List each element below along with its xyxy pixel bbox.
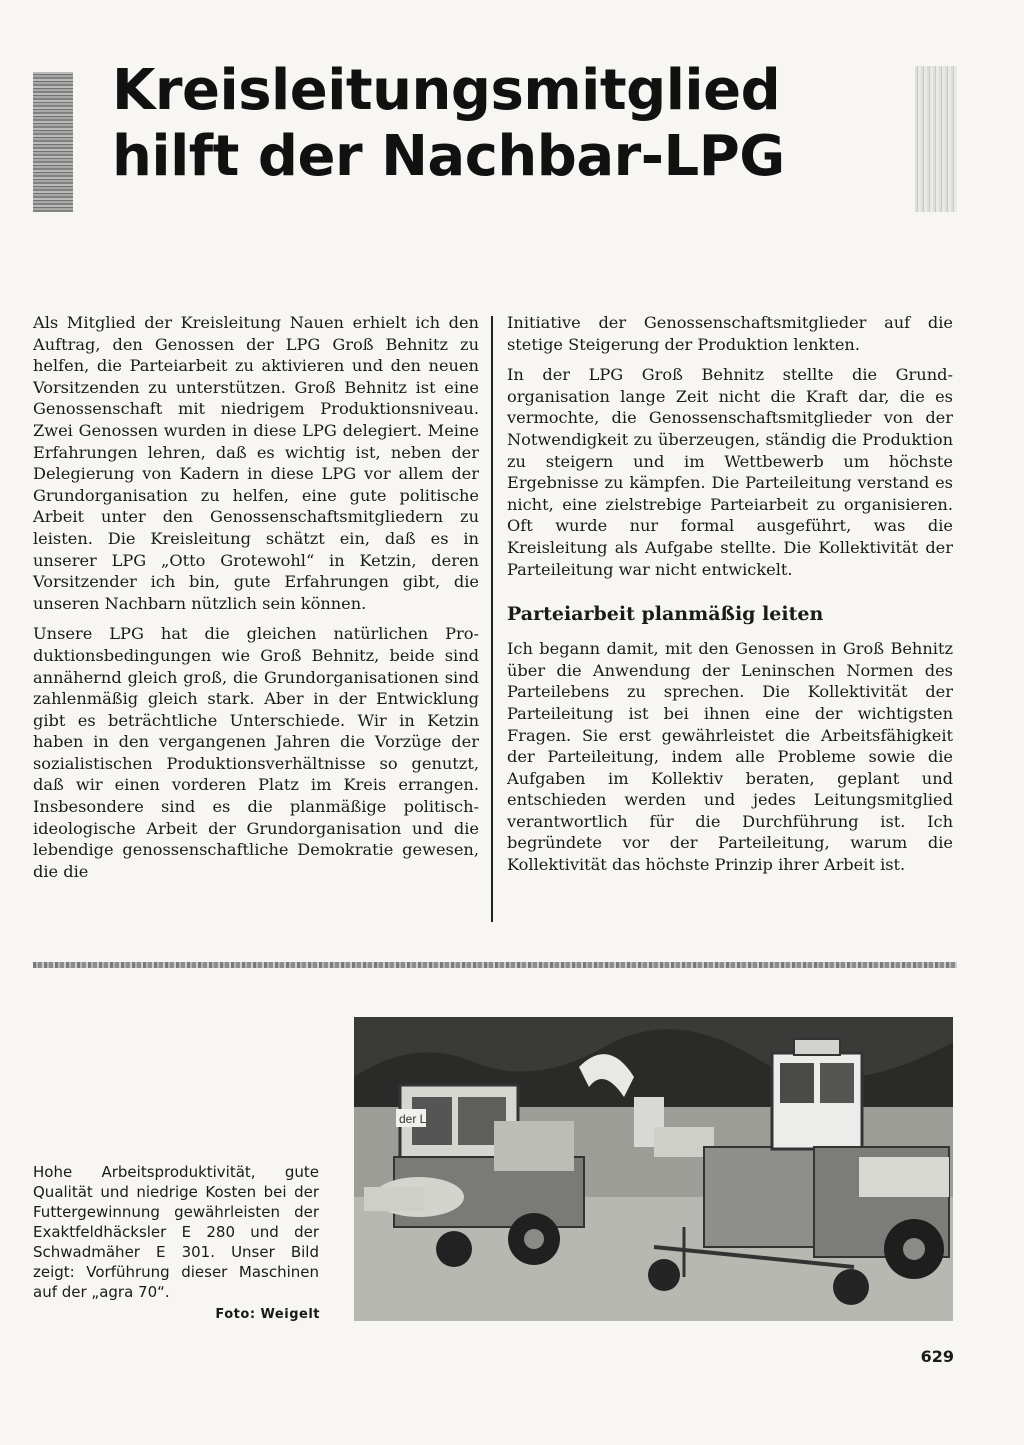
column-divider: [491, 316, 493, 922]
paragraph: Initiative der Genossenschaftsmitglieder auf die stetige Steigerung der Produktion lenkten.: [507, 313, 953, 354]
photo-credit: Foto: Weigelt: [215, 1307, 320, 1322]
photo-harvest-machines: [354, 1017, 953, 1321]
decorative-halftone-bar-left: [33, 72, 73, 212]
article-column-right: [507, 312, 953, 885]
paragraph: Ich begann damit, mit den Genossen in Groß Behnitz über die Anwendung der Leninschen Normen des Parteilebens zu sprechen. Die Kollektivität der Parteileitung ist bei ihnen eine der wichtigsten Fragen. Sie erst gewährleistet die Arbeitsfähigkeit der Parteileitung, indem alle Probleme sowie die Aufgaben im Kollektiv beraten, geplant und entschieden werden und jedes Leitungsmitglied verantwortlich für die Durchführung ist. Ich begründete vor der Parteileitung, warum die Kollektivität das höchste Prinzip ihrer Arbeit ist.: [507, 639, 953, 875]
paragraph: In der LPG Groß Behnitz stellte die Grundorganisation lange Zeit nicht die Kraft dar, die es vermochte, die Genossenschaftsmitglieder von der Notwendigkeit zu überzeugen, ständig die Produktion zu steigern und im Wettbewerb um höchste Ergebnisse zu kämpfen. Die Parteileitung verstand es nicht, eine zielstrebige Parteiarbeit zu organisieren. Oft wurde nur formal ausgeführt, was die Kreisleitung als Aufgabe stellte. Die Kollektivität der Parteileitung war nicht entwickelt.: [507, 365, 953, 579]
section-subheading: Parteiarbeit planmäßig leiten: [507, 603, 824, 626]
paragraph: Unsere LPG hat die gleichen natürlichen Produktionsbedingungen wie Groß Behnitz, beide sind annähernd gleich groß, die Grundorganisationen sind zahlenmäßig gleich stark. Aber in der Entwicklung gibt es beträchtliche Unterschiede. Wir in Ketzin haben in den vergangenen Jahren die Vorzüge der sozialistischen Produktionsverhältnisse so genutzt, daß wir einen vorderen Platz im Kreis errangen. Insbesondere sind es die planmäßige politisch-ideologische Arbeit der Grundorganisation und die lebendige genossenschaftliche Demokratie gewesen, die die: [33, 624, 479, 881]
photo-illustration: [354, 1017, 953, 1321]
article-headline: [112, 58, 902, 190]
photo-caption: Hohe Arbeitsproduktivität, gute Qualität und niedrige Kosten bei der Futtergewinnung gewährleisten der Exaktfeldhäcksler E 280 und der Schwadmäher E 301. Unser Bild zeigt: Vorführung dieser Maschinen auf der „agra 70“.: [33, 1163, 319, 1301]
decorative-halftone-bar-right: [915, 66, 957, 212]
headline-line-2: hilft der Nachbar-LPG: [112, 124, 785, 189]
paragraph: Als Mitglied der Kreisleitung Nauen erhielt ich den Auftrag, den Genossen der LPG Groß Behnitz zu helfen, die Parteiarbeit zu aktivieren und den neuen Vorsitzenden zu unterstützen. Groß Behnitz ist eine Genossenschaft mit niedrigem Produktionsniveau. Zwei Genossen wurden in diese LPG delegiert. Meine Erfahrungen lehren, daß es wichtig ist, neben der Delegierung von Kadern in diese LPG vor allem der Grundorganisation zu helfen, eine gute politische Arbeit unter den Genossenschaftsmitgliedern zu leisten. Die Kreisleitung schätzt ein, daß es in unserer LPG „Otto Grotewohl“ in Ketzin, deren Vorsitzender ich bin, gute Erfahrungen gibt, die unseren Nachbarn nützlich sein können.: [33, 313, 479, 613]
headline-line-1: Kreisleitungsmitglied: [112, 58, 781, 123]
article-column-left: [33, 312, 479, 891]
page-number: 629: [920, 1347, 954, 1366]
section-divider: [33, 962, 957, 968]
photo-sign-text: der L: [399, 1112, 427, 1126]
